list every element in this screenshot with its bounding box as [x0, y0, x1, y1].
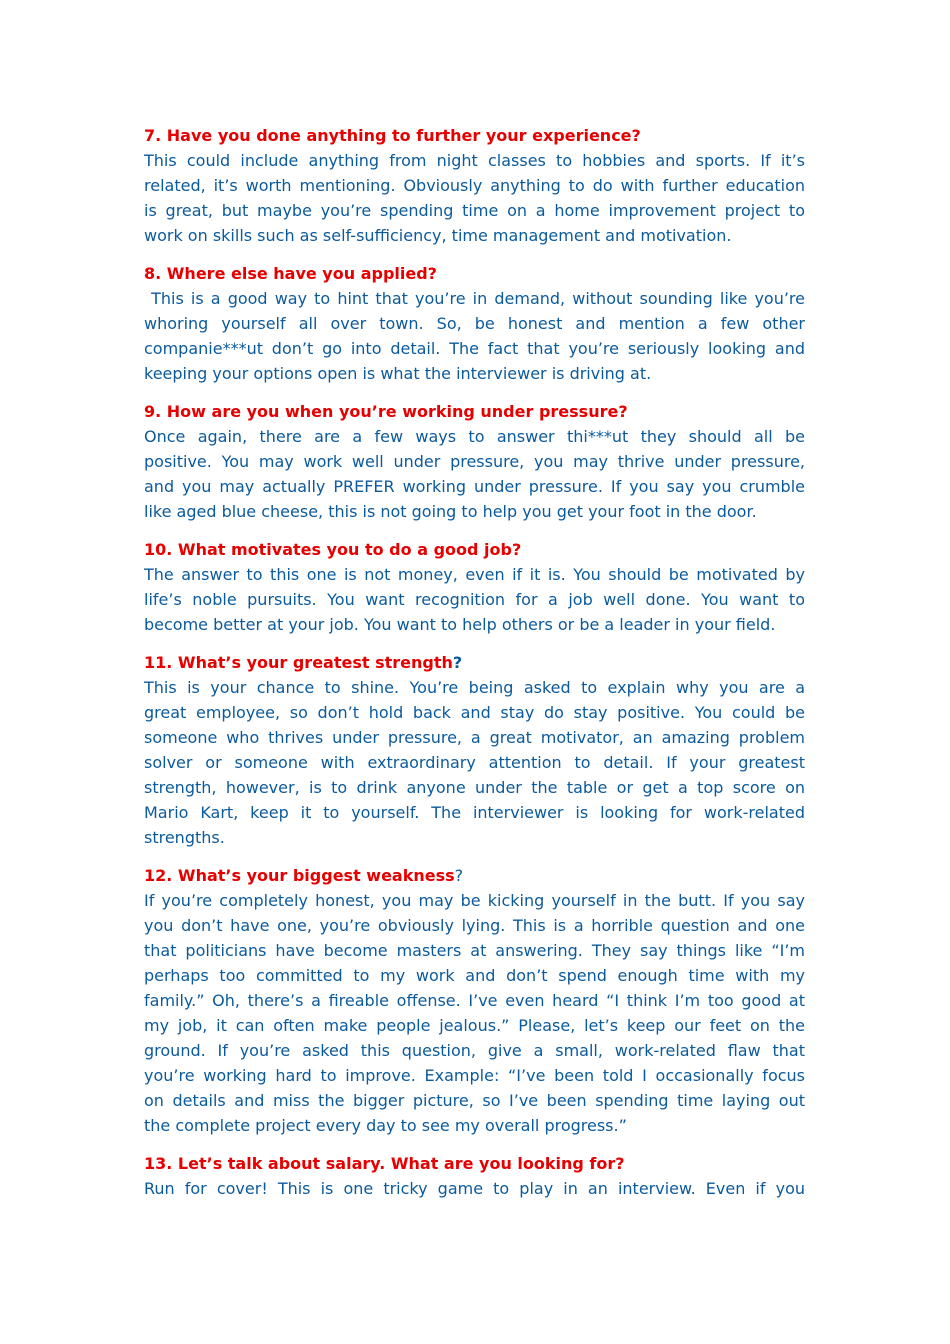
answer-line: Mario Kart, keep it to yourself. The interviewer is looking for work-related [144, 803, 805, 822]
document-body [144, 123, 805, 1214]
answer-line: my job, it can often make people jealous.” Please, let’s keep our feet on the [144, 1016, 805, 1035]
answer-line: This is a good way to hint that you’re in demand, without sounding like you’re [144, 289, 805, 308]
answer-line: related, it’s worth mentioning. Obviously anything to do with further education [144, 176, 805, 195]
question-title: 12. What’s your biggest weakness [144, 866, 455, 885]
answer-line: Run for cover! This is one tricky game to play in an interview. Even if you [144, 1179, 805, 1198]
answer-line: The answer to this one is not money, even if it is. You should be motivated by [144, 565, 805, 584]
answer-line: strengths. [144, 828, 225, 847]
answer-line: work on skills such as self-sufficiency, time management and motivation. [144, 226, 732, 245]
question-title: 8. Where else have you applied? [144, 264, 437, 283]
question-section [144, 399, 805, 524]
question-section [144, 1151, 805, 1201]
answer-line: solver or someone with extraordinary attention to detail. If your greatest [144, 753, 805, 772]
answer-line: Once again, there are a few ways to answer thi***ut they should all be [144, 427, 805, 446]
question-title: 10. What motivates you to do a good job? [144, 540, 522, 559]
question-heading [144, 1151, 805, 1176]
answer-line: become better at your job. You want to help others or be a leader in your field. [144, 615, 776, 634]
answer-line: on details and miss the bigger picture, so I’ve been spending time laying out [144, 1091, 805, 1110]
question-title: 9. How are you when you’re working under pressure? [144, 402, 628, 421]
question-section [144, 863, 805, 1138]
answer-line: life’s noble pursuits. You want recognition for a job well done. You want to [144, 590, 805, 609]
question-section [144, 261, 805, 386]
answer-line: This is your chance to shine. You’re being asked to explain why you are a [144, 678, 805, 697]
answer-line: is great, but maybe you’re spending time on a home improvement project to [144, 201, 805, 220]
answer-line: great employee, so don’t hold back and stay do stay positive. You could be [144, 703, 805, 722]
answer-line: This could include anything from night classes to hobbies and sports. If it’s [144, 151, 805, 170]
answer-line: ground. If you’re asked this question, give a small, work-related flaw that [144, 1041, 805, 1060]
question-heading [144, 399, 805, 424]
answer-line: like aged blue cheese, this is not going to help you get your foot in the door. [144, 502, 757, 521]
answer-line: strength, however, is to drink anyone under the table or get a top score on [144, 778, 805, 797]
question-heading [144, 123, 805, 148]
answer-line: positive. You may work well under pressure, you may thrive under pressure, [144, 452, 805, 471]
answer-line: the complete project every day to see my overall progress.” [144, 1116, 627, 1135]
answer-line: companie***ut don’t go into detail. The fact that you’re seriously looking and [144, 339, 805, 358]
question-title: 7. Have you done anything to further your experience? [144, 126, 641, 145]
answer-line: that politicians have become masters at answering. They say things like “I’m [144, 941, 805, 960]
question-heading [144, 863, 805, 888]
question-heading [144, 261, 805, 286]
answer-line: you don’t have one, you’re obviously lying. This is a horrible question and one [144, 916, 805, 935]
question-section [144, 650, 805, 850]
answer-line: perhaps too committed to my work and don’t spend enough time with my [144, 966, 805, 985]
answer-line: someone who thrives under pressure, a great motivator, an amazing problem [144, 728, 805, 747]
answer-line: and you may actually PREFER working under pressure. If you say you crumble [144, 477, 805, 496]
question-mark: ? [454, 866, 464, 885]
question-heading [144, 537, 805, 562]
question-section [144, 537, 805, 637]
question-heading [144, 650, 805, 675]
question-title: 13. Let’s talk about salary. What are you looking for? [144, 1154, 625, 1173]
question-title: 11. What’s your greatest strength [144, 653, 453, 672]
answer-line: keeping your options open is what the interviewer is driving at. [144, 364, 652, 383]
answer-line: If you’re completely honest, you may be kicking yourself in the butt. If you say [144, 891, 805, 910]
answer-line: whoring yourself all over town. So, be honest and mention a few other [144, 314, 805, 333]
answer-line: family.” Oh, there’s a fireable offense. I’ve even heard “I think I’m too good at [144, 991, 805, 1010]
question-section [144, 123, 805, 248]
question-mark: ? [452, 653, 463, 672]
answer-line: you’re working hard to improve. Example: “I’ve been told I occasionally focus [144, 1066, 805, 1085]
